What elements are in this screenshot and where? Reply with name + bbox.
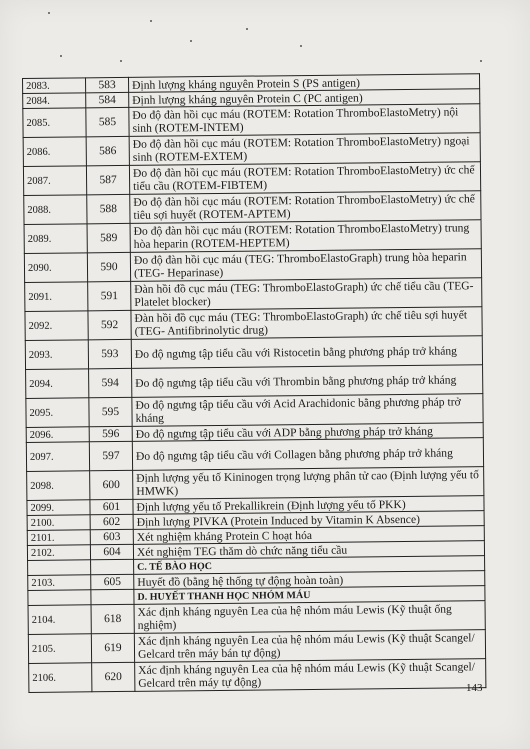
table-row: [26, 438, 483, 472]
row-description: Xác định kháng nguyên Lea của hệ nhóm máu Lewis (Kỹ thuật ống nghiệm): [134, 601, 485, 634]
row-code: [91, 589, 134, 604]
row-code: 592: [88, 310, 131, 339]
row-description: Đo độ ngưng tập tiểu cầu với ADP bằng phương pháp trở kháng: [132, 423, 483, 442]
row-stt: 2084.: [23, 93, 86, 109]
row-code: 594: [89, 368, 132, 397]
row-code: 589: [87, 223, 130, 252]
row-description: Đo độ đàn hồi cục máu (ROTEM: Rotation ThromboElastoMetry) ức chế tiêu sợi huyết (ROTEM-APTEM): [130, 191, 481, 224]
row-code: 584: [86, 92, 129, 107]
row-stt: 2105.: [28, 634, 91, 664]
row-description: Đàn hồi đồ cục máu (TEG: ThromboElastoGraph) ức chế tiểu cầu (TEG- Platelet blocker): [131, 278, 482, 311]
row-description: Định lượng yếu tố Prekallikrein (Định lượng yếu tố PKK): [133, 496, 484, 515]
row-code: 604: [90, 544, 133, 559]
row-description: Xác định kháng nguyên Lea của hệ nhóm máu Lewis (Kỹ thuật Scangel/ Gelcard trên máy bán tự động): [134, 630, 485, 663]
page-number: 143: [466, 682, 483, 694]
row-description: Đo độ đàn hồi cục máu (ROTEM: Rotation ThromboElastoMetry) ức chế tiểu cầu (ROTEM-FIBTEM): [129, 162, 480, 195]
row-stt: 2100.: [27, 515, 90, 531]
scan-speck: [190, 40, 192, 42]
table-row: [24, 220, 481, 254]
table-row: [29, 659, 486, 693]
row-code: 602: [90, 514, 133, 529]
row-description: Xét nghiệm TEG thăm dò chức năng tiểu cầu: [133, 541, 484, 560]
row-code: 596: [89, 426, 132, 441]
row-stt: 2083.: [23, 78, 86, 94]
row-stt: 2089.: [24, 224, 87, 254]
row-description: Đo độ ngưng tập tiểu cầu với Collagen bằng phương pháp trở kháng: [132, 438, 483, 471]
row-stt: 2095.: [26, 398, 89, 428]
row-stt: 2101.: [27, 530, 90, 546]
row-stt: 2092.: [25, 311, 88, 341]
row-stt: 2091.: [25, 282, 88, 312]
row-stt: 2099.: [27, 500, 90, 516]
row-code: 588: [87, 194, 130, 223]
procedure-table: [22, 73, 486, 693]
row-code: 619: [91, 633, 134, 662]
row-code: 618: [91, 604, 134, 633]
scan-speck: [246, 28, 248, 30]
row-code: 603: [90, 529, 133, 544]
row-code: 600: [90, 470, 133, 499]
row-description: Đo độ ngưng tập tiểu cầu với Thrombin bằng phương pháp trở kháng: [132, 365, 483, 398]
row-stt: 2085.: [23, 108, 86, 138]
row-stt: 2088.: [24, 195, 87, 225]
row-description: Đàn hồi đồ cục máu (TEG: ThromboElastoGraph) ức chế tiêu sợi huyết (TEG- Antifibrinolytic drug): [131, 307, 482, 340]
scan-speck: [120, 60, 122, 62]
row-description: Định lượng yếu tố Kininogen trọng lượng phân tử cao (Định lượng yếu tố HMWK): [133, 467, 484, 500]
row-description: Định lượng kháng nguyên Protein S (PS antigen): [128, 74, 479, 93]
row-stt: 2104.: [28, 605, 91, 635]
row-code: 601: [90, 499, 133, 514]
scan-speck: [150, 20, 152, 22]
row-stt: 2087.: [23, 166, 86, 196]
scan-speck: [300, 45, 302, 47]
row-stt: 2102.: [27, 545, 90, 561]
row-code: 597: [89, 441, 132, 470]
table-row: [23, 162, 480, 196]
row-stt: 2096.: [26, 427, 89, 443]
row-description: D. HUYẾT THANH HỌC NHÓM MÁU: [134, 586, 485, 605]
row-description: Đo độ đàn hồi cục máu (ROTEM: Rotation ThromboElastoMetry) ngoại sinh (ROTEM-EXTEM): [129, 133, 480, 166]
row-code: 591: [88, 281, 131, 310]
row-stt: 2094.: [26, 369, 89, 399]
row-stt: 2103.: [28, 575, 91, 591]
row-code: 593: [88, 339, 131, 368]
row-code: 585: [86, 107, 129, 136]
scan-speck: [48, 12, 50, 14]
row-description: Đo độ đàn hồi cục máu (TEG: ThromboElastoGraph) trung hòa heparin (TEG- Heparinase): [130, 249, 481, 282]
row-stt: 2098.: [27, 471, 90, 501]
row-code: 583: [86, 77, 129, 92]
table-row: [27, 467, 484, 501]
row-code: 586: [86, 136, 129, 165]
row-description: Đo độ đàn hồi cục máu (ROTEM: Rotation ThromboElastoMetry) nội sinh (ROTEM-INTEM): [129, 104, 480, 137]
row-code: 590: [87, 252, 130, 281]
row-code: 595: [89, 397, 132, 426]
row-stt: [28, 590, 91, 606]
row-stt: 2090.: [24, 253, 87, 283]
row-stt: [28, 560, 91, 576]
row-code: [91, 559, 134, 574]
row-stt: 2093.: [25, 340, 88, 370]
row-description: C. TẾ BÀO HỌC: [134, 556, 485, 575]
scan-speck: [60, 55, 62, 57]
scan-speck: [480, 60, 482, 62]
row-description: Đo độ ngưng tập tiểu cầu với Acid Arachidonic bằng phương pháp trở kháng: [132, 394, 483, 427]
row-description: Huyết đồ (bằng hệ thống tự động hoàn toàn): [134, 571, 485, 590]
table-row: [24, 191, 481, 225]
row-description: Đo độ ngưng tập tiểu cầu với Ristocetin bằng phương pháp trở kháng: [131, 336, 482, 369]
row-description: Đo độ đàn hồi cục máu (ROTEM: Rotation ThromboElastoMetry) trung hòa heparin (ROTEM-HEPTEM): [130, 220, 481, 253]
row-stt: 2106.: [29, 663, 92, 693]
row-description: Xét nghiệm kháng Protein C hoạt hóa: [133, 526, 484, 545]
row-code: 605: [91, 574, 134, 589]
row-code: 620: [92, 662, 135, 691]
row-description: Định lượng kháng nguyên Protein C (PC antigen): [129, 89, 480, 108]
row-description: Định lượng PIVKA (Protein Induced by Vitamin K Absence): [133, 511, 484, 530]
row-description: Xác định kháng nguyên Lea của hệ nhóm máu Lewis (Kỹ thuật Scangel/ Gelcard trên máy tự động): [135, 659, 486, 692]
row-stt: 2097.: [26, 442, 89, 472]
row-stt: 2086.: [23, 137, 86, 167]
row-code: 587: [86, 165, 129, 194]
